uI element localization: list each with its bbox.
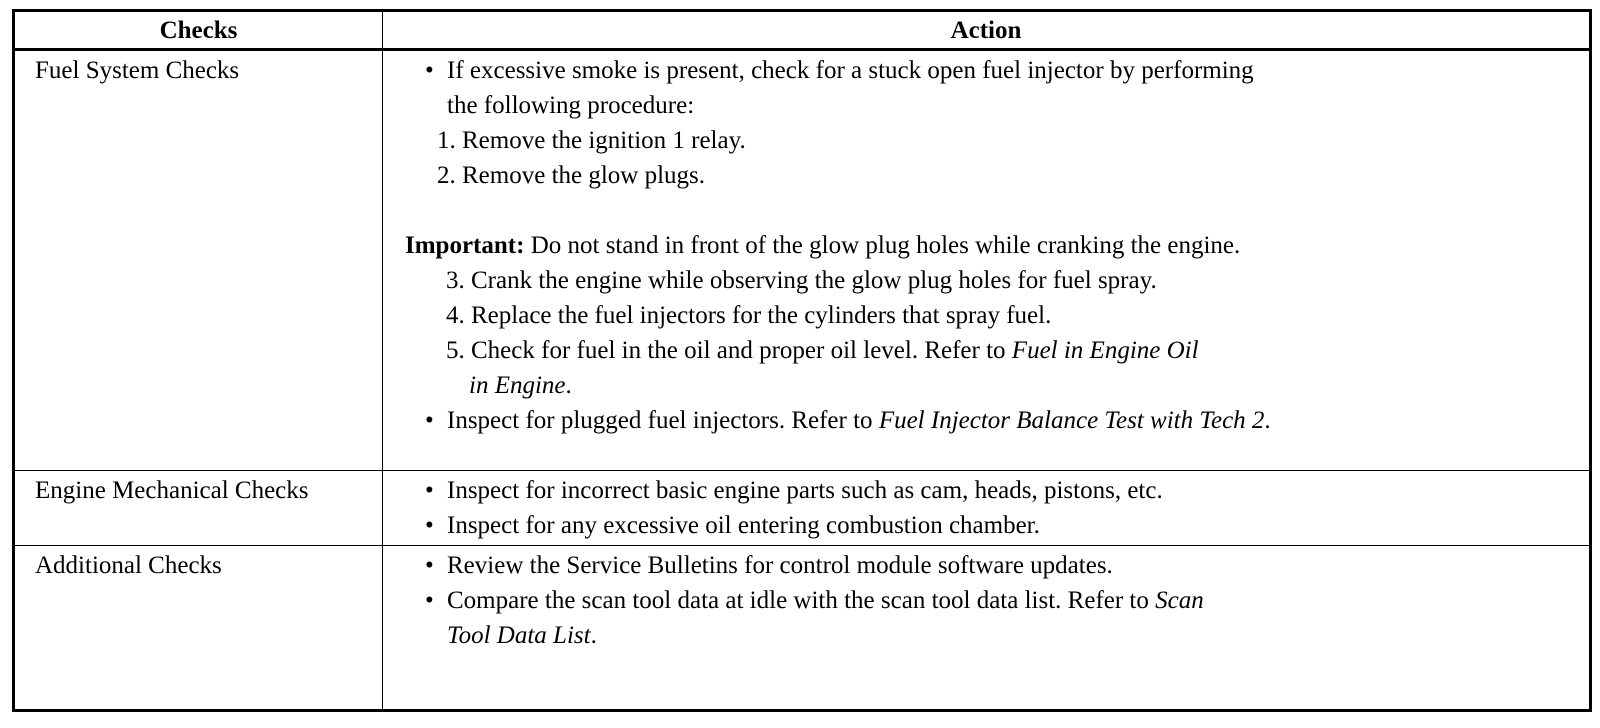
action-line: • Inspect for incorrect basic engine parts such as cam, heads, pistons, etc. bbox=[383, 473, 1589, 508]
bullet-icon: • bbox=[425, 587, 434, 614]
action-line: • Inspect for plugged fuel injectors. Refer to Fuel Injector Balance Test with Tech 2. bbox=[383, 403, 1589, 438]
important-label: Important: bbox=[405, 232, 525, 259]
table-row bbox=[14, 546, 1591, 711]
action-line: the following procedure: bbox=[447, 92, 695, 119]
reference-link: Scan bbox=[1155, 587, 1204, 614]
action-line: • Inspect for any excessive oil entering combustion chamber. bbox=[383, 508, 1589, 543]
action-line: Tool Data List. bbox=[447, 622, 597, 649]
action-step: in Engine. bbox=[469, 372, 572, 399]
reference-link: Fuel Injector Balance Test with Tech 2 bbox=[878, 407, 1265, 434]
bullet-icon: • bbox=[425, 57, 434, 84]
important-text: Do not stand in front of the glow plug holes while cranking the engine. bbox=[524, 232, 1241, 259]
action-step: 4. Replace the fuel injectors for the cylinders that spray fuel. bbox=[446, 302, 1052, 329]
check-label: Engine Mechanical Checks bbox=[14, 471, 383, 546]
bullet-icon: • bbox=[425, 477, 434, 504]
check-label: Fuel System Checks bbox=[14, 50, 383, 471]
spacer bbox=[383, 193, 1589, 228]
important-note bbox=[383, 228, 1589, 263]
reference-link: Tool Data List bbox=[447, 622, 591, 649]
checks-action-table bbox=[12, 9, 1592, 712]
bullet-icon: • bbox=[425, 512, 434, 539]
action-line: • If excessive smoke is present, check for a stuck open fuel injector by performing bbox=[383, 53, 1589, 88]
bullet-icon: • bbox=[425, 552, 434, 579]
action-line: • Compare the scan tool data at idle with the scan tool data list. Refer to Scan bbox=[383, 583, 1589, 618]
action-cell bbox=[383, 546, 1591, 711]
reference-link: in Engine bbox=[469, 372, 566, 399]
header-action: Action bbox=[383, 11, 1591, 50]
header-row bbox=[14, 11, 1591, 50]
action-step: 5. Check for fuel in the oil and proper oil level. Refer to Fuel in Engine Oil bbox=[446, 337, 1199, 364]
bullet-icon: • bbox=[425, 407, 434, 434]
action-cell bbox=[383, 50, 1591, 471]
action-cell bbox=[383, 471, 1591, 546]
table-row bbox=[14, 471, 1591, 546]
action-step: 1. Remove the ignition 1 relay. bbox=[437, 127, 746, 154]
table-row bbox=[14, 50, 1591, 471]
action-line: • Review the Service Bulletins for control module software updates. bbox=[383, 548, 1589, 583]
reference-link: Fuel in Engine Oil bbox=[1011, 337, 1199, 364]
action-step: 2. Remove the glow plugs. bbox=[437, 162, 706, 189]
header-checks: Checks bbox=[14, 11, 383, 50]
check-label: Additional Checks bbox=[14, 546, 383, 711]
action-step: 3. Crank the engine while observing the glow plug holes for fuel spray. bbox=[446, 267, 1157, 294]
